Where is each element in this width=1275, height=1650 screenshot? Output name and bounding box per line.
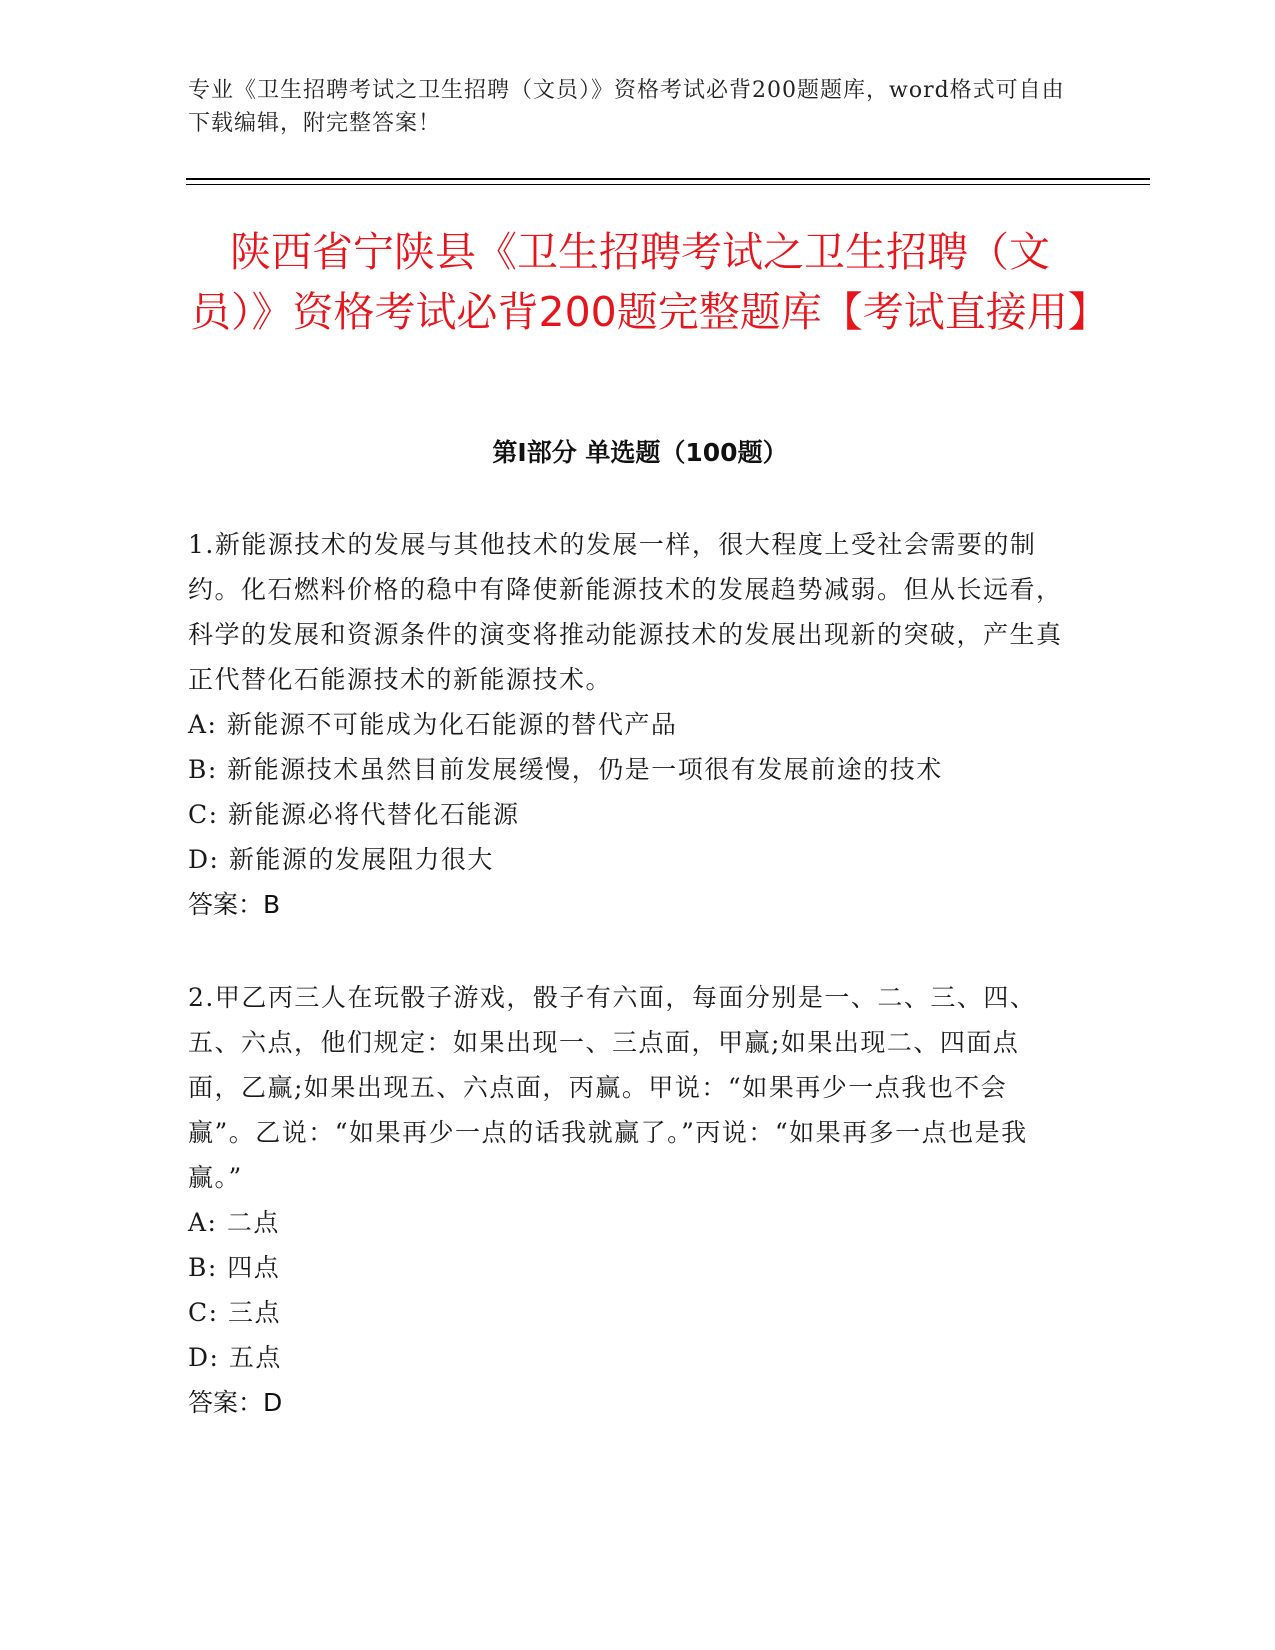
question-stem: 1.新能源技术的发展与其他技术的发展一样，很大程度上受社会需要的制约。化石燃料价格的稳中有降使新能源技术的发展趋势减弱。但从长远看，科学的发展和资源条件的演变将推动能源技术的发展出现新的突破，产生真正代替化石能源技术的新能源技术。 [188, 530, 1063, 694]
option-a: A: 新能源不可能成为化石能源的替代产品 [188, 710, 678, 739]
document-title: 陕西省宁陕县《卫生招聘考试之卫生招聘（文员）》资格考试必背200题完整题库【考试直接用】 [190, 228, 1109, 336]
header-note: 专业《卫生招聘考试之卫生招聘（文员）》资格考试必背200题题库，word格式可自由下载编辑，附完整答案！ [188, 78, 1065, 136]
option-c: C: 三点 [188, 1298, 281, 1327]
header-divider-thin [186, 184, 1150, 185]
option-d: D: 新能源的发展阻力很大 [188, 845, 494, 874]
option-b: B: 四点 [188, 1253, 281, 1282]
option-c: C: 新能源必将代替化石能源 [188, 800, 520, 829]
question-1 [188, 522, 1068, 927]
question-stem: 2.甲乙丙三人在玩骰子游戏，骰子有六面，每面分别是一、二、三、四、五、六点，他们规定：如果出现一、三点面，甲赢;如果出现二、四面点面，乙赢;如果出现五、六点面，丙赢。甲说：“如果再少一点我也不会赢”。乙说：“如果再少一点的话我就赢了。”丙说：“如果再多一点也是我赢。” [188, 983, 1037, 1192]
option-b: B: 新能源技术虽然目前发展缓慢，仍是一项很有发展前途的技术 [188, 755, 943, 784]
section-title: 第Ⅰ部分 单选题（100题） [492, 438, 788, 467]
answer: 答案：B [188, 890, 281, 919]
header-divider-thick [186, 178, 1150, 180]
option-d: D: 五点 [188, 1343, 282, 1372]
question-2 [188, 975, 1068, 1425]
option-a: A: 二点 [188, 1208, 280, 1237]
answer: 答案：D [188, 1388, 283, 1417]
